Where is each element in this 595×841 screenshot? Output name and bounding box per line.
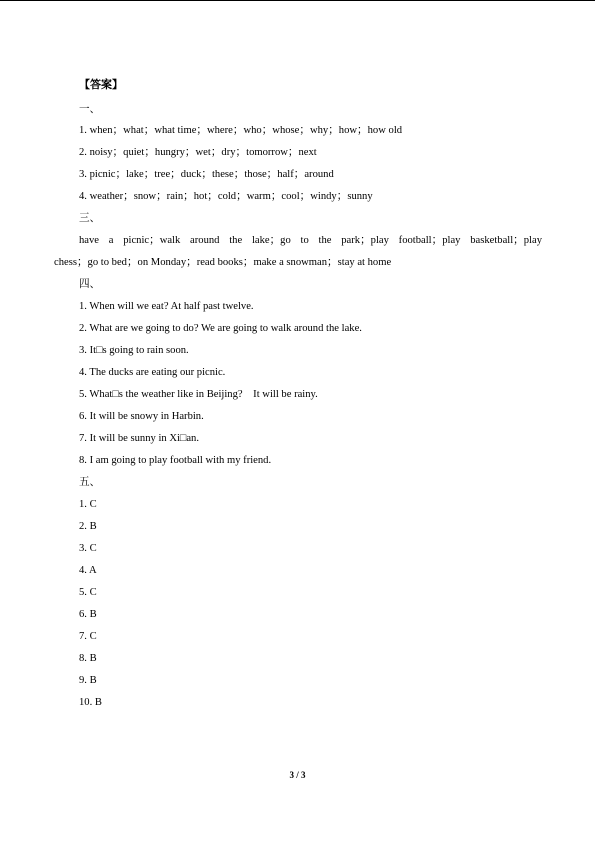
section-1-item: 4. weather；snow；rain；hot；cold；warm；cool；windy；sunny bbox=[79, 191, 373, 202]
section-1-item: 1. when；what；what time；where；who；whose；why；how；how old bbox=[79, 125, 403, 136]
section-3-line: chess；go to bed；on Monday；read books；make a snowman；stay at home bbox=[54, 257, 392, 268]
section-5-item: 2. B bbox=[79, 521, 97, 532]
section-5-item: 6. B bbox=[79, 609, 97, 620]
section-4-item: 8. I am going to play football with my friend. bbox=[79, 455, 272, 466]
section-5-title: 五、 bbox=[79, 477, 101, 488]
answer-heading: 【答案】 bbox=[79, 79, 123, 91]
section-4-item: 5. What□s the weather like in Beijing? It will be rainy. bbox=[79, 389, 318, 400]
section-1-item: 3. picnic；lake；tree；duck；these；those；half；around bbox=[79, 169, 334, 180]
section-1-item: 2. noisy；quiet；hungry；wet；dry；tomorrow；next bbox=[79, 147, 317, 158]
section-4-item: 7. It will be sunny in Xi□an. bbox=[79, 433, 199, 444]
section-4-title: 四、 bbox=[79, 279, 101, 290]
section-4-item: 3. It□s going to rain soon. bbox=[79, 345, 189, 356]
section-4-item: 6. It will be snowy in Harbin. bbox=[79, 411, 204, 422]
section-4-item: 1. When will we eat? At half past twelve. bbox=[79, 301, 254, 312]
section-5-item: 1. C bbox=[79, 499, 97, 510]
section-5-item: 3. C bbox=[79, 543, 97, 554]
section-5-item: 4. A bbox=[79, 565, 97, 576]
section-3-title: 三、 bbox=[79, 213, 101, 224]
section-1-title: 一、 bbox=[79, 104, 101, 115]
page-number: 3 / 3 bbox=[289, 770, 306, 780]
section-3-line: have a picnic；walk around the lake；go to the park；play football；play basketball；play bbox=[79, 235, 542, 246]
section-5-item: 10. B bbox=[79, 697, 102, 708]
section-4-item: 4. The ducks are eating our picnic. bbox=[79, 367, 226, 378]
section-5-item: 5. C bbox=[79, 587, 97, 598]
section-5-item: 7. C bbox=[79, 631, 97, 642]
section-5-item: 9. B bbox=[79, 675, 97, 686]
section-4-item: 2. What are we going to do? We are going to walk around the lake. bbox=[79, 323, 362, 334]
section-5-item: 8. B bbox=[79, 653, 97, 664]
